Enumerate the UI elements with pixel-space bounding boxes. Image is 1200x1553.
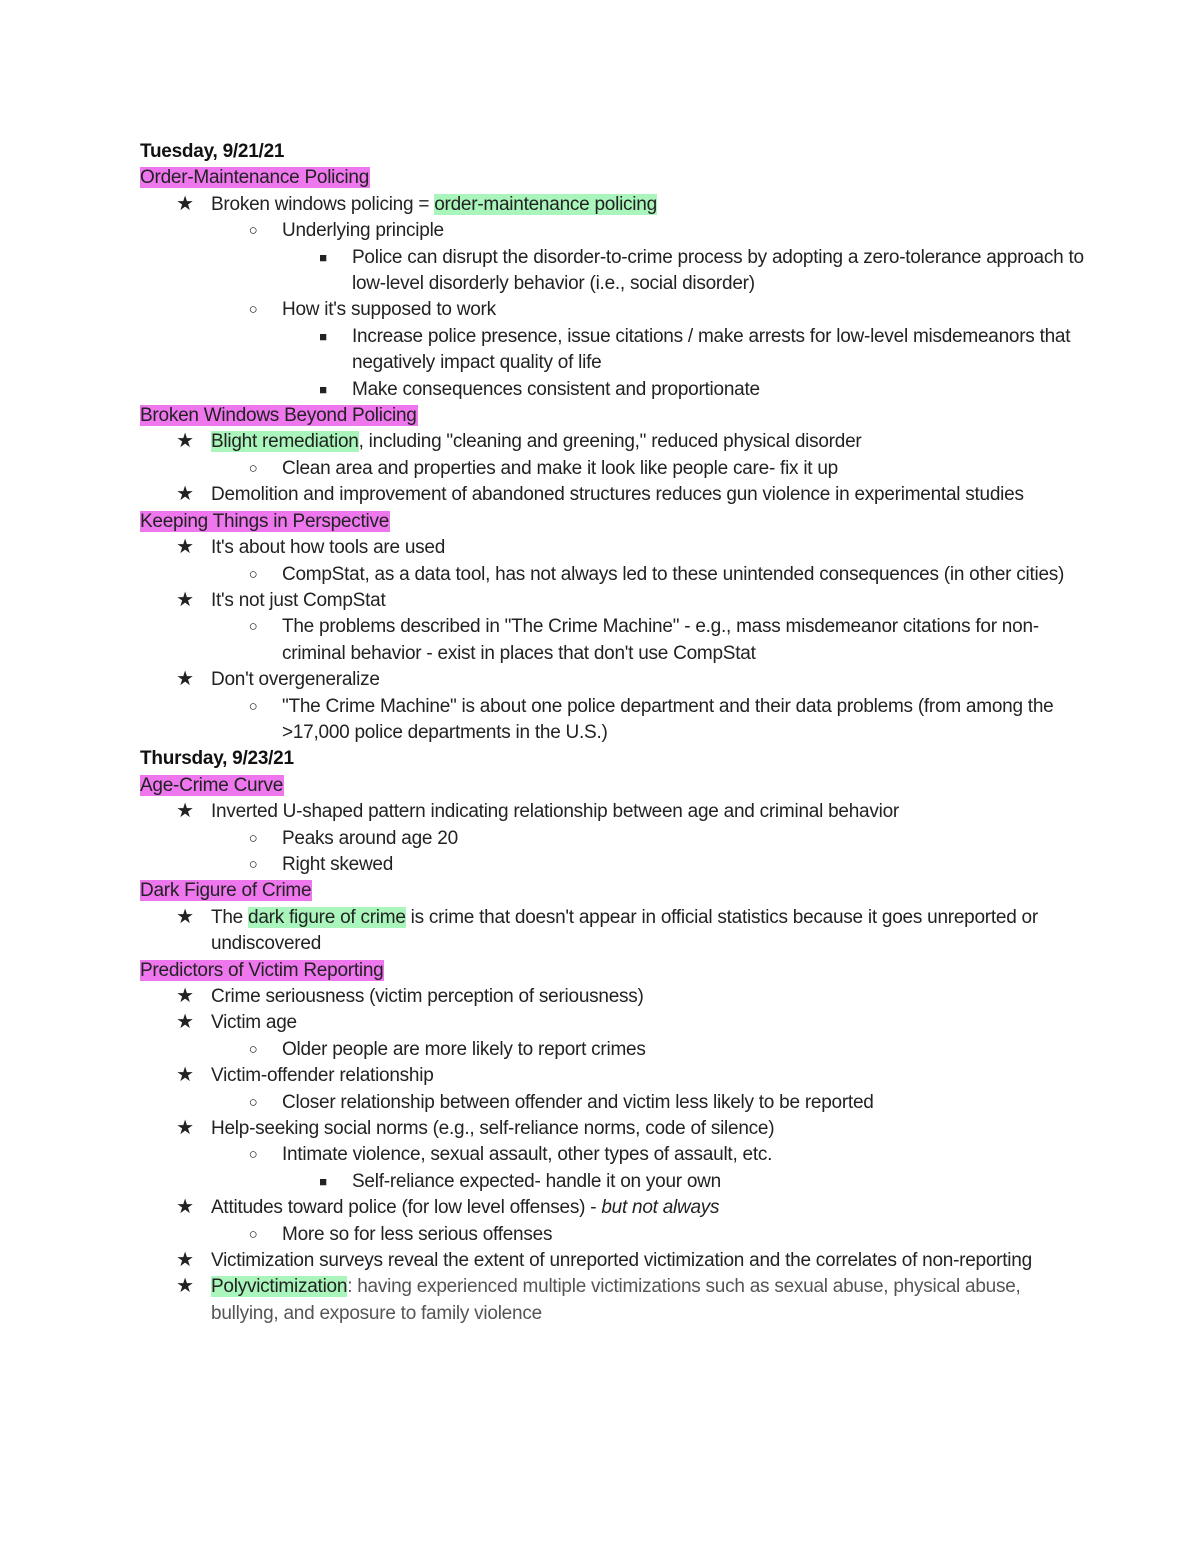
section-heading [140, 773, 1090, 799]
date-heading-tuesday: Tuesday, 9/21/21 [140, 141, 285, 162]
square-bullet-icon: ■ [319, 328, 327, 344]
list-item [140, 297, 1090, 323]
list-item [140, 1274, 1090, 1327]
item-text: Inverted U-shaped pattern indicating relationship between age and criminal behavior [211, 801, 899, 823]
section-title: Dark Figure of Crime [140, 880, 312, 902]
list-item [140, 799, 1090, 825]
notes-document [140, 139, 1090, 1327]
highlighted-term: Polyvictimization [211, 1276, 348, 1298]
list-item [140, 1090, 1090, 1116]
list-item [140, 1169, 1090, 1195]
item-text: is crime that doesn't appear in official statistics because it goes unreported or undiscovered [211, 906, 1038, 955]
italic-note: but not always [601, 1197, 720, 1219]
list-item [140, 614, 1090, 667]
item-text: "The Crime Machine" is about one police department and their data problems (from among the >17,000 police departments in the U.S.) [282, 695, 1054, 743]
circle-bullet-icon: ○ [248, 618, 258, 636]
highlighted-term: dark figure of crime [248, 906, 406, 928]
item-text: Help-seeking social norms (e.g., self-reliance norms, code of silence) [211, 1118, 775, 1140]
item-text: Victimization surveys reveal the extent of unreported victimization and the correlates of non-reporting [211, 1250, 1032, 1272]
circle-bullet-icon: ○ [248, 1225, 258, 1243]
list-item [140, 1037, 1090, 1063]
list-item [140, 482, 1090, 508]
star-bullet-icon: ★ [176, 483, 194, 506]
circle-bullet-icon: ○ [248, 1093, 258, 1111]
item-text: Victim age [211, 1012, 297, 1034]
list-item [140, 1063, 1090, 1089]
item-text: Demolition and improvement of abandoned structures reduces gun violence in experimental studies [211, 484, 1024, 506]
section-heading [140, 165, 1090, 191]
star-bullet-icon: ★ [176, 905, 194, 928]
star-bullet-icon: ★ [176, 1249, 194, 1272]
item-text: Crime seriousness (victim perception of seriousness) [211, 986, 644, 1007]
star-bullet-icon: ★ [176, 1117, 194, 1140]
star-bullet-icon: ★ [176, 536, 194, 559]
list-item [140, 456, 1090, 482]
item-text: How it's supposed to work [282, 299, 496, 321]
highlighted-term: order-maintenance policing [434, 193, 657, 215]
section-title: Order-Maintenance Policing [140, 167, 370, 189]
star-bullet-icon: ★ [176, 668, 194, 691]
list-item [140, 588, 1090, 614]
section-heading [140, 509, 1090, 535]
item-text: It's not just CompStat [211, 589, 386, 611]
list-item [140, 1142, 1090, 1168]
circle-bullet-icon: ○ [248, 1040, 258, 1058]
item-text: : having experienced multiple victimizations such as sexual abuse, physical abuse, bullying, and exposure to family violence [211, 1276, 1021, 1324]
star-bullet-icon: ★ [176, 192, 194, 215]
star-bullet-icon: ★ [176, 1196, 194, 1219]
item-text: Victim-offender relationship [211, 1065, 434, 1087]
item-text: Right skewed [282, 853, 394, 875]
item-text: Peaks around age 20 [282, 827, 458, 849]
item-text: The [211, 906, 249, 928]
section-title: Keeping Things in Perspective [140, 510, 390, 532]
item-text: Police can disrupt the disorder-to-crime process by adopting a zero-tolerance approach to low-level disorderly behavior (i.e., social disorder) [352, 246, 1084, 295]
item-text: Increase police presence, issue citations / make arrests for low-level misdemeanors that negatively impact quality of life [352, 325, 1071, 374]
section-heading [140, 878, 1090, 904]
item-text: CompStat, as a data tool, has not always led to these unintended consequences (in other cities) [282, 563, 1065, 585]
star-bullet-icon: ★ [176, 985, 194, 1007]
circle-bullet-icon: ○ [248, 697, 258, 715]
item-text: Don't overgeneralize [211, 669, 380, 691]
item-text: The problems described in "The Crime Machine" - e.g., mass misdemeanor citations for non-criminal behavior - exist in places that don't use CompStat [282, 616, 1039, 664]
list-item [140, 192, 1090, 218]
list-item [140, 562, 1090, 588]
section-heading [140, 403, 1090, 429]
list-item [140, 377, 1090, 403]
list-item [140, 218, 1090, 244]
item-text: Clean area and properties and make it look like people care- fix it up [282, 457, 838, 479]
list-item [140, 984, 1090, 1010]
list-item [140, 826, 1090, 852]
section-title: Age-Crime Curve [140, 774, 284, 796]
item-text: Older people are more likely to report crimes [282, 1038, 646, 1060]
item-text: It's about how tools are used [211, 537, 446, 559]
list-item [140, 324, 1090, 377]
list-item [140, 1010, 1090, 1036]
item-text: Intimate violence, sexual assault, other types of assault, etc. [282, 1144, 773, 1166]
item-text: Attitudes toward police (for low level offenses) - [211, 1197, 602, 1219]
item-text: Closer relationship between offender and victim less likely to be reported [282, 1091, 874, 1113]
list-item [140, 1195, 1090, 1221]
item-text: More so for less serious offenses [282, 1223, 553, 1245]
circle-bullet-icon: ○ [248, 565, 258, 583]
list-item [140, 1116, 1090, 1142]
list-item [140, 905, 1090, 958]
square-bullet-icon: ■ [319, 249, 327, 265]
section-title: Predictors of Victim Reporting [140, 959, 384, 981]
star-bullet-icon: ★ [176, 800, 194, 823]
list-item [140, 535, 1090, 561]
section-title: Broken Windows Beyond Policing [140, 405, 417, 427]
list-item [140, 852, 1090, 878]
list-item [140, 667, 1090, 693]
circle-bullet-icon: ○ [248, 829, 258, 847]
highlighted-term: Blight remediation [211, 431, 359, 453]
list-item [140, 1248, 1090, 1274]
section-heading [140, 958, 1090, 984]
list-item [140, 694, 1090, 747]
list-item [140, 1222, 1090, 1248]
circle-bullet-icon: ○ [248, 459, 258, 477]
circle-bullet-icon: ○ [248, 855, 258, 873]
item-text: Make consequences consistent and proportionate [352, 378, 760, 400]
item-text: Broken windows policing = [211, 193, 435, 215]
circle-bullet-icon: ○ [248, 222, 258, 240]
list-item [140, 429, 1090, 455]
star-bullet-icon: ★ [176, 1275, 194, 1298]
square-bullet-icon: ■ [319, 1173, 327, 1189]
square-bullet-icon: ■ [319, 381, 327, 397]
star-bullet-icon: ★ [176, 430, 194, 453]
circle-bullet-icon: ○ [248, 1146, 258, 1164]
list-item [140, 245, 1090, 298]
item-text: Underlying principle [282, 220, 444, 242]
item-text: Self-reliance expected- handle it on your own [352, 1170, 721, 1192]
date-heading-thursday: Thursday, 9/23/21 [140, 748, 294, 770]
star-bullet-icon: ★ [176, 588, 194, 611]
item-text: , including "cleaning and greening," reduced physical disorder [358, 431, 862, 453]
circle-bullet-icon: ○ [248, 301, 258, 319]
star-bullet-icon: ★ [176, 1011, 194, 1034]
star-bullet-icon: ★ [176, 1064, 194, 1087]
